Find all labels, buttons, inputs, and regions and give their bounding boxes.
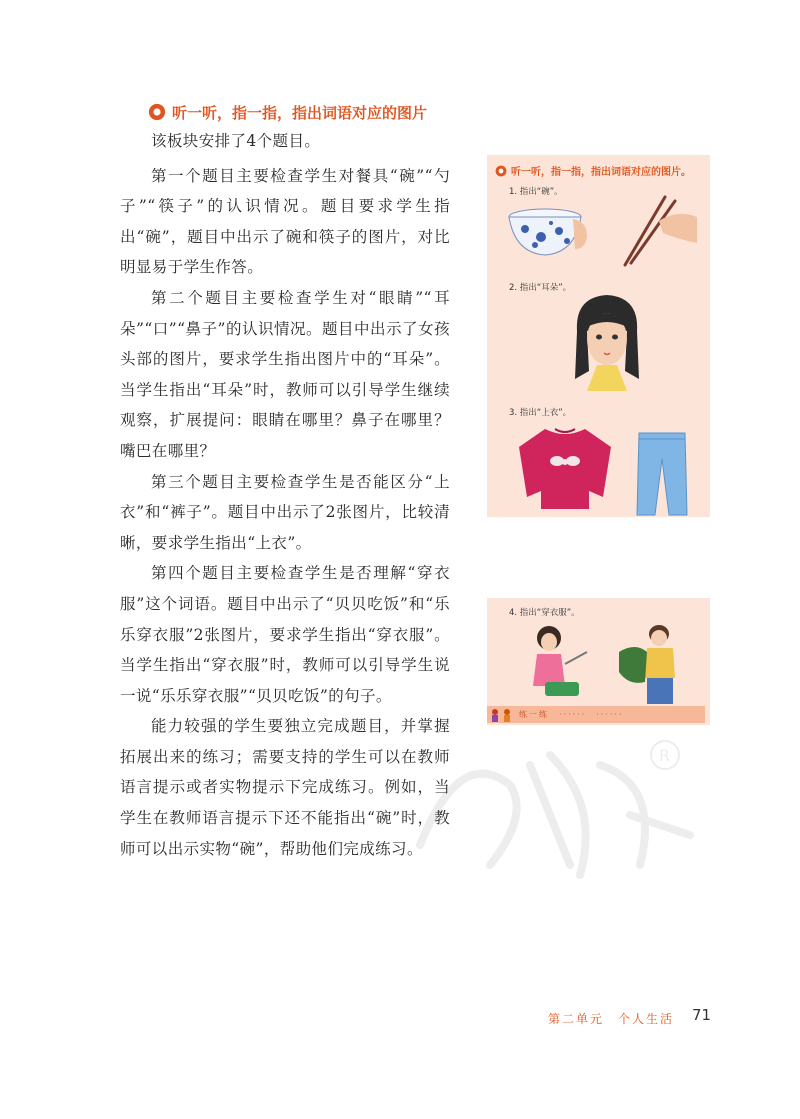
sweater-image: [517, 425, 613, 511]
question-2-label: 2. 指出“耳朵”。: [509, 283, 572, 293]
page-number: 71: [692, 1006, 712, 1024]
section-heading: [148, 100, 427, 124]
paragraph-intro: 该板块安排了4个题目。: [151, 132, 321, 150]
paragraph-question-3: 第三个题目主要检查学生是否能区分“上衣”和“裤子”。题目中出示了2张图片，比较清晰，要求学生指出“上衣”。: [120, 472, 450, 552]
paragraph-question-2: 第二个题目主要检查学生对“眼睛”“耳朵”“口”“鼻子”的认识情况。题目中出示了女孩头部的图片，要求学生指出图片中的“耳朵”。当学生指出“耳朵”时，教师可以引导学生继续观察，扩展提问：眼睛在哪里？鼻子在哪里？嘴巴在哪里？: [120, 288, 450, 460]
girl-eating-image: [525, 624, 591, 706]
kids-icon: [489, 707, 515, 722]
question-1-label: 1. 指出“碗”。: [509, 187, 563, 197]
section-heading-text: 听一听，指一指，指出词语对应的图片: [172, 103, 428, 122]
bowl-image: [507, 203, 589, 261]
exercise-panel-two: [487, 598, 710, 725]
chopsticks-image: [617, 191, 699, 269]
practice-strip: [487, 706, 705, 723]
unit-label: 第二单元 个人生活: [548, 1012, 675, 1026]
svg-text:R: R: [659, 746, 671, 765]
flower-bullet-icon: [148, 103, 166, 121]
question-3-label: 3. 指出“上衣”。: [509, 408, 572, 418]
paragraph-support: 能力较强的学生要独立完成题目，并掌握拓展出来的练习；需要支持的学生可以在教师语言提示或者实物提示下完成练习。例如，当学生在教师语言提示下还不能指出“碗”时，教师可以出示实物“碗”，帮助他们完成练习。: [120, 717, 450, 858]
paragraph-question-1: 第一个题目主要检查学生对餐具“碗”“勺子”“筷子”的认识情况。题目要求学生指出“碗”，题目中出示了碗和筷子的图片，对比明显易于学生作答。: [120, 166, 450, 277]
panel-title-text: 听一听，指一指，指出词语对应的图片。: [511, 167, 691, 178]
question-4-label: 4. 指出“穿衣服”。: [509, 608, 580, 618]
pants-image: [635, 431, 689, 517]
girl-head-image: [567, 291, 647, 391]
paragraph-question-4: 第四个题目主要检查学生是否理解“穿衣服”这个词语。题目中出示了“贝贝吃饭”和“乐乐穿衣服”2张图片，要求学生指出“穿衣服”。当学生指出“穿衣服”时，教师可以引导学生说一说“乐乐穿衣服”“贝贝吃饭”的句子。: [120, 564, 450, 705]
body-text: [120, 126, 450, 864]
exercise-panel-one: [487, 155, 710, 517]
practice-strip-text: 练一练 ······ ······: [519, 710, 624, 719]
panel-title: [495, 163, 691, 178]
boy-dressing-image: [615, 622, 695, 706]
flower-bullet-icon: [495, 165, 507, 177]
